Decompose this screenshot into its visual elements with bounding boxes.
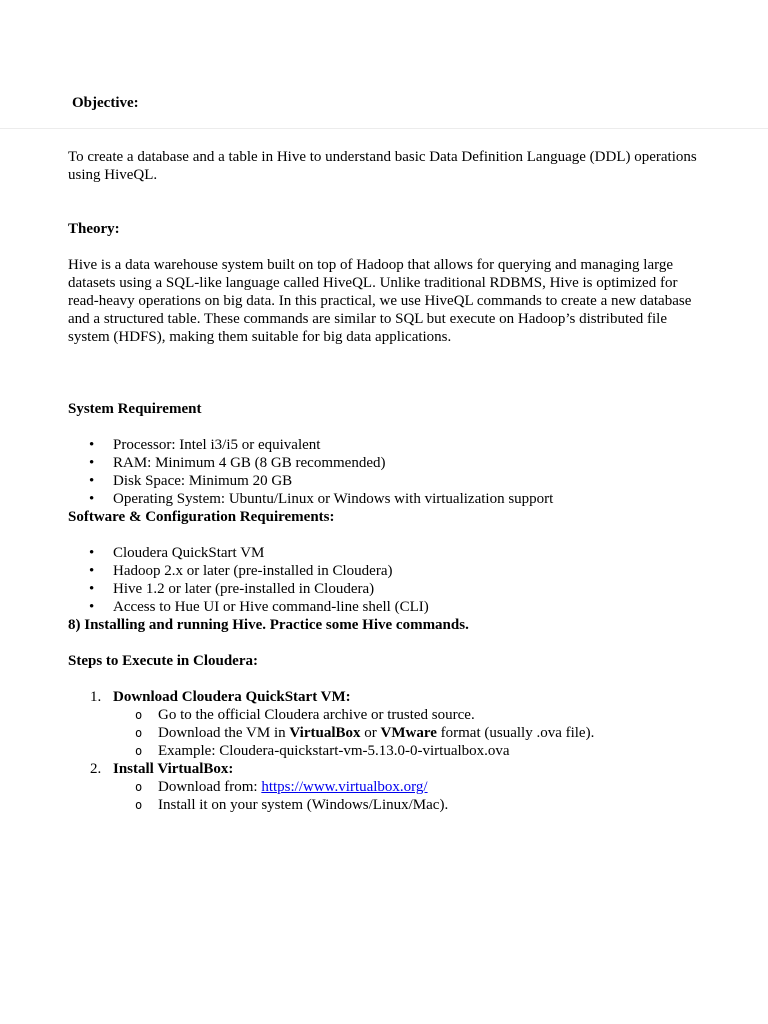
system-requirement-heading: System Requirement <box>68 401 202 417</box>
vmware-label: VMware <box>380 725 437 741</box>
system-requirement-list <box>68 436 708 508</box>
sub-item <box>113 724 708 742</box>
sub-item-text: format (usually .ova file). <box>436 725 595 741</box>
practical-heading: 8) Installing and running Hive. Practice some Hive commands. <box>68 617 469 633</box>
theory-heading: Theory: <box>68 221 120 237</box>
steps-list <box>68 688 708 814</box>
step-item <box>68 760 708 814</box>
sub-item: o Example: Cloudera-quickstart-vm-5.13.0-0-virtualbox.ova <box>113 742 708 760</box>
step-title: Download Cloudera QuickStart VM: <box>113 689 351 705</box>
list-item: • Access to Hue UI or Hive command-line shell (CLI) <box>68 598 708 616</box>
sub-item: o Go to the official Cloudera archive or trusted source. <box>113 706 708 724</box>
list-item: • RAM: Minimum 4 GB (8 GB recommended) <box>68 454 708 472</box>
software-requirements-heading: Software & Configuration Requirements: <box>68 509 335 525</box>
sub-item-text: Download from: <box>158 779 262 795</box>
virtualbox-link[interactable]: https://www.virtualbox.org/ <box>261 779 428 795</box>
virtualbox-label: VirtualBox <box>289 725 361 741</box>
header-divider <box>0 128 768 129</box>
document-body <box>68 148 708 814</box>
step-title: Install VirtualBox: <box>113 761 234 777</box>
sub-item-text: Download the VM in <box>158 725 290 741</box>
list-item: • Hadoop 2.x or later (pre-installed in Cloudera) <box>68 562 708 580</box>
sub-item <box>113 778 708 796</box>
sub-item: o Install it on your system (Windows/Linux/Mac). <box>113 796 708 814</box>
objective-heading: Objective: <box>72 95 139 111</box>
steps-heading: Steps to Execute in Cloudera: <box>68 653 258 669</box>
theory-text: Hive is a data warehouse system built on top of Hadoop that allows for querying and managing large datasets using a SQL-like language called HiveQL. Unlike traditional RDBMS, Hive is optimized for read-heavy operations on big data. In this practical, we use HiveQL commands to create a new database and a structured table. These commands are similar to SQL but execute on Hadoop’s distributed file system (HDFS), making them suitable for big data applications. <box>68 257 692 345</box>
step-sublist <box>113 778 708 814</box>
step-item <box>68 688 708 760</box>
list-item: • Disk Space: Minimum 20 GB <box>68 472 708 490</box>
step-sublist <box>113 706 708 760</box>
objective-text: To create a database and a table in Hive to understand basic Data Definition Language (DDL) operations using HiveQL. <box>68 149 697 183</box>
sub-item-text: or <box>360 725 381 741</box>
step-number: 1. <box>90 689 102 705</box>
list-item: • Operating System: Ubuntu/Linux or Windows with virtualization support <box>68 490 708 508</box>
software-requirements-list <box>68 544 708 616</box>
list-item: • Cloudera QuickStart VM <box>68 544 708 562</box>
list-item: • Processor: Intel i3/i5 or equivalent <box>68 436 708 454</box>
step-number: 2. <box>90 761 102 777</box>
list-item: • Hive 1.2 or later (pre-installed in Cloudera) <box>68 580 708 598</box>
